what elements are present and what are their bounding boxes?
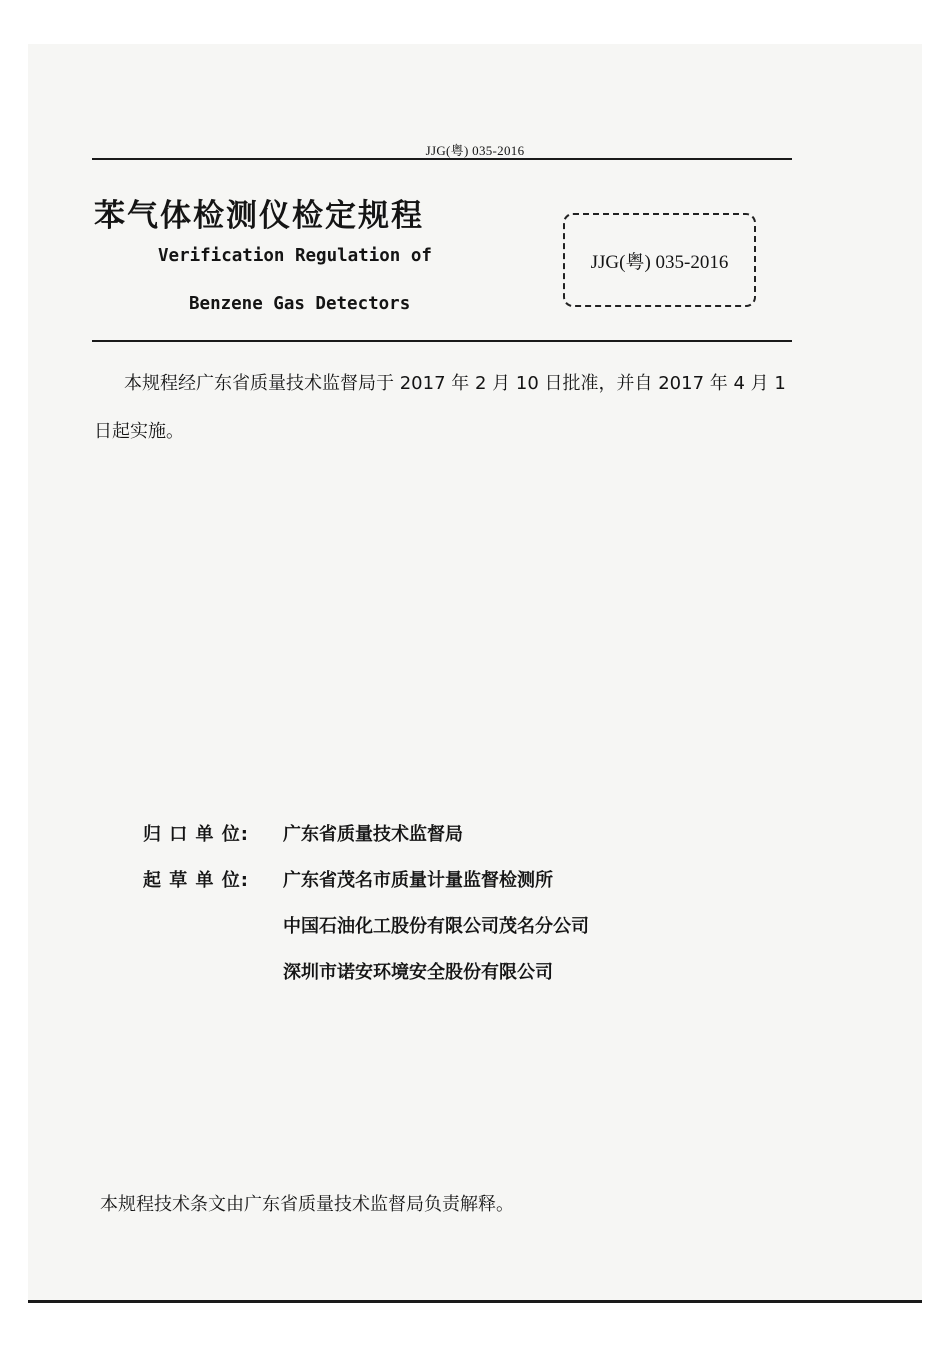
drafting-unit-row (143, 902, 589, 948)
units-block (143, 810, 589, 994)
title-chinese: 苯气体检测仪检定规程 (94, 198, 424, 234)
interpretation-note: 本规程技术条文由广东省质量技术监督局负责解释。 (100, 1194, 514, 1215)
drafting-unit-row (143, 948, 589, 994)
title-english-line2: Benzene Gas Detectors (189, 294, 411, 314)
title-english-line1: Verification Regulation of (158, 246, 432, 266)
title-rule (92, 340, 792, 342)
regulation-code: JJG(粤) 035-2016 (590, 251, 729, 273)
drafting-unit-row (143, 856, 589, 902)
page-bottom-edge (28, 1300, 922, 1303)
drafting-unit-value: 中国石油化工股份有限公司茂名分公司 (283, 916, 589, 937)
responsible-unit-label: 归 口 单 位: (143, 824, 249, 845)
approval-paragraph: 本规程经广东省质量技术监督局于 2017 年 2 月 10 日批准，并自 2017 年 4 月 1 日起实施。 (94, 373, 786, 442)
responsible-unit-value: 广东省质量技术监督局 (283, 824, 463, 845)
drafting-unit-value: 深圳市诺安环境安全股份有限公司 (283, 962, 553, 983)
header-code: JJG(粤) 035-2016 (425, 143, 525, 158)
drafting-unit-value: 广东省茂名市质量计量监督检测所 (283, 870, 553, 891)
drafting-unit-label: 起 草 单 位: (143, 870, 249, 891)
responsible-unit-row (143, 810, 589, 856)
header-rule (92, 158, 792, 160)
regulation-code-box (563, 213, 756, 307)
